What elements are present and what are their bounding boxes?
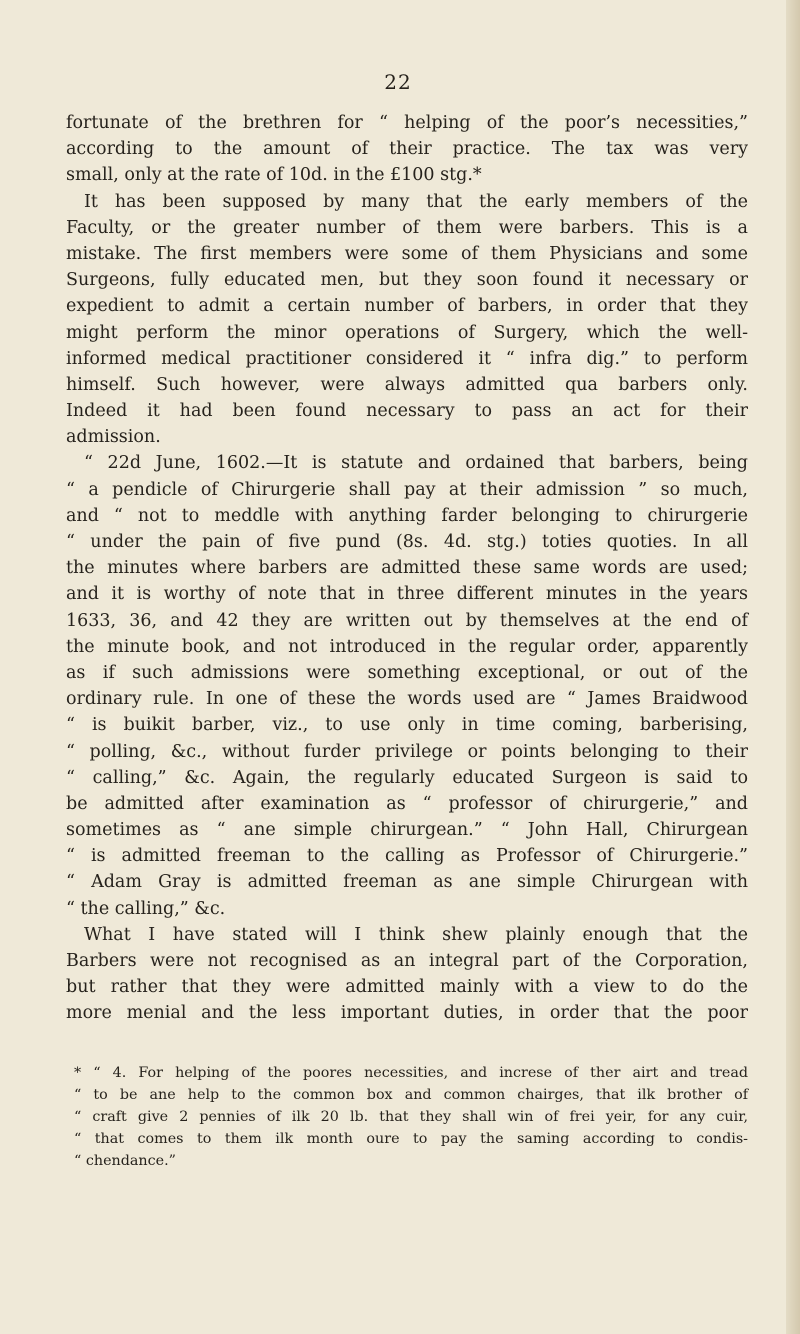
page-edge-shadow	[786, 0, 800, 1334]
body-line: “ 22d June, 1602.—It is statute and ordained that barbers, being	[84, 453, 748, 474]
body-line: “ Adam Gray is admitted freeman as ane simple Chirurgean with	[66, 872, 748, 893]
body-line: 1633, 36, and 42 they are written out by themselves at the end of	[66, 610, 748, 631]
body-line: according to the amount of their practice. The tax was very	[66, 139, 748, 160]
body-line: Barbers were not recognised as an integral part of the Corporation,	[66, 951, 748, 971]
body-line: Faculty, or the greater number of them were barbers. This is a	[66, 217, 748, 238]
body-line: What I have stated will I think shew plainly enough that the	[84, 924, 748, 945]
body-line: informed medical practitioner considered it “ infra dig.” to perform	[66, 348, 748, 369]
body-line: but rather that they were admitted mainly with a view to do the	[66, 977, 748, 998]
body-line: admission.	[66, 427, 161, 448]
body-line: be admitted after examination as “ professor of chirurgerie,” and	[66, 793, 748, 814]
body-line: “ a pendicle of Chirurgerie shall pay at their admission ” so much,	[66, 479, 748, 500]
body-line: “ calling,” &c. Again, the regularly educated Surgeon is said to	[66, 767, 748, 788]
body-line: as if such admissions were something exceptional, or out of the	[66, 662, 748, 683]
body-line: might perform the minor operations of Surgery, which the well-	[66, 322, 748, 343]
body-line: mistake. The first members were some of them Physicians and some	[66, 243, 748, 264]
body-line: Indeed it had been found necessary to pass an act for their	[66, 401, 748, 422]
body-line: “ the calling,” &c.	[66, 898, 226, 919]
body-line: Surgeons, fully educated men, but they soon found it necessary or	[66, 270, 748, 291]
page-number: 22	[384, 70, 412, 94]
body-line: “ is admitted freeman to the calling as Professor of Chirurgerie.”	[66, 846, 748, 867]
body-line: “ under the pain of five pund (8s. 4d. stg.) toties quoties. In all	[66, 532, 748, 552]
body-line: and it is worthy of note that in three different minutes in the years	[66, 584, 748, 605]
footnote-line: “ chendance.”	[74, 1153, 176, 1169]
footnote-line: “ that comes to them ilk month oure to pay the saming according to condis-	[74, 1131, 748, 1147]
body-line: ordinary rule. In one of these the words used are “ James Braidwood	[66, 689, 748, 710]
body-line: more menial and the less important duties, in order that the poor	[66, 1003, 748, 1024]
footnote-line: “ craft give 2 pennies of ilk 20 lb. that they shall win of frei yeir, for any cuir,	[74, 1109, 748, 1125]
body-line: and “ not to meddle with anything farder belonging to chirurgerie	[66, 505, 748, 526]
body-line: expedient to admit a certain number of barbers, in order that they	[66, 296, 748, 317]
footnote-line: “ to be ane help to the common box and common chairges, that ilk brother of	[74, 1087, 748, 1103]
body-line: It has been supposed by many that the early members of the	[84, 191, 748, 212]
body-line: the minute book, and not introduced in the regular order, apparently	[66, 636, 748, 657]
body-line: the minutes where barbers are admitted these same words are used;	[66, 558, 748, 579]
body-line: himself. Such however, were always admitted qua barbers only.	[66, 374, 748, 395]
body-line: sometimes as “ ane simple chirurgean.” “ John Hall, Chirurgean	[66, 820, 748, 841]
body-line: “ is buikit barber, viz., to use only in time coming, barberising,	[66, 715, 748, 736]
body-line: fortunate of the brethren for “ helping of the poor’s necessities,”	[66, 113, 748, 133]
footnote	[66, 1062, 748, 1172]
body-line: small, only at the rate of 10d. in the £100 stg.*	[66, 165, 482, 186]
footnote-line: * “ 4. For helping of the poores necessities, and increse of ther airt and tread	[74, 1065, 748, 1081]
body-text	[66, 110, 748, 1027]
body-line: “ polling, &c., without furder privilege or points belonging to their	[66, 741, 748, 762]
